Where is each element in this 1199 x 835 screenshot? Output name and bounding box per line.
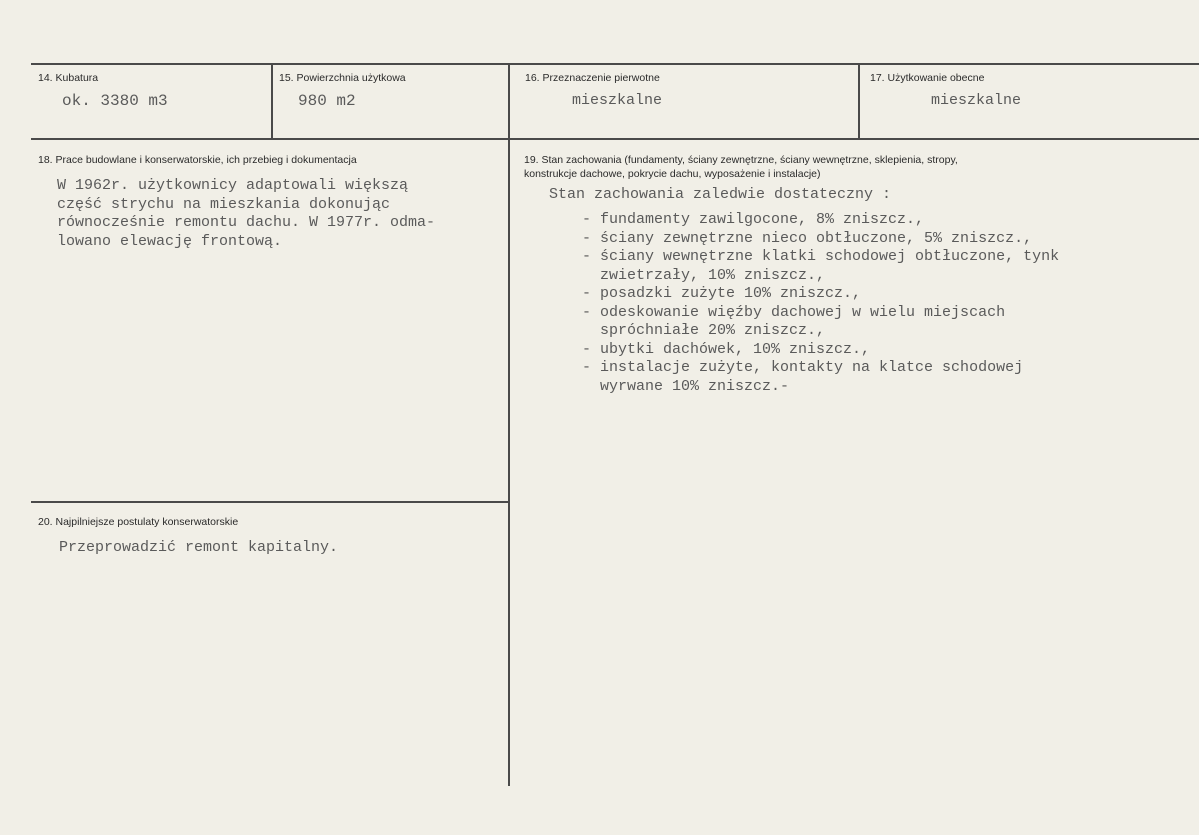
damage-item: - posadzki zużyte 10% zniszcz., <box>582 285 862 302</box>
field-19-label-line1: 19. Stan zachowania (fundamenty, ściany zewnętrzne, ściany wewnętrzne, sklepienia, stropy, <box>524 154 958 166</box>
damage-item: wyrwane 10% zniszcz.- <box>582 377 790 395</box>
field-18-line: część strychu na mieszkania dokonując <box>57 195 391 213</box>
field-14-value: ok. 3380 m3 <box>62 92 168 110</box>
field-16-label: 16. Przeznaczenie pierwotne <box>525 72 660 84</box>
damage-item: - ściany zewnętrzne nieco obtłuczone, 5% zniszcz., <box>582 229 1033 247</box>
damage-item: zwietrzały, 10% zniszcz., <box>582 266 826 284</box>
divider-14-15 <box>271 64 273 139</box>
divider-16-17 <box>858 64 860 139</box>
top-rule <box>31 63 1199 65</box>
field-18-line: W 1962r. użytkownicy adaptowali większą <box>57 177 409 194</box>
damage-item: spróchniałe 20% zniszcz., <box>582 322 826 339</box>
field-18-text <box>57 177 435 251</box>
damage-item: - fundamenty zawilgocone, 8% zniszcz., <box>582 211 925 228</box>
field-19-damage-list <box>582 211 1059 396</box>
damage-item: - ściany wewnętrzne klatki schodowej obtłuczone, tynk <box>582 248 1060 265</box>
field-19-intro: Stan zachowania zaledwie dostateczny : <box>549 186 892 203</box>
field-15-label: 15. Powierzchnia użytkowa <box>279 72 406 84</box>
damage-item: - instalacje zużyte, kontakty na klatce schodowej <box>582 359 1024 376</box>
field-15-value: 980 m2 <box>298 92 356 110</box>
field-17-label: 17. Użytkowanie obecne <box>870 72 985 84</box>
field-18-line: równocześnie remontu dachu. W 1977r. odma- <box>57 214 436 231</box>
field-18-line: lowano elewację frontową. <box>57 232 283 250</box>
field-18-label: 18. Prace budowlane i konserwatorskie, ich przebieg i dokumentacja <box>38 154 357 166</box>
field-14-label: 14. Kubatura <box>38 72 99 84</box>
field-20-value: Przeprowadzić remont kapitalny. <box>59 539 339 556</box>
divider-15-16 <box>508 64 510 786</box>
field-17-value: mieszkalne <box>931 92 1022 109</box>
row1-bottom-rule <box>31 138 1199 140</box>
section20-top-rule <box>31 501 509 503</box>
field-16-value: mieszkalne <box>572 92 663 109</box>
damage-item: - odeskowanie więźby dachowej w wielu miejscach <box>582 303 1006 321</box>
field-19-label-line2: konstrukcje dachowe, pokrycie dachu, wyposażenie i instalacje) <box>524 168 821 180</box>
field-20-label: 20. Najpilniejsze postulaty konserwatorskie <box>38 516 239 528</box>
damage-item: - ubytki dachówek, 10% zniszcz., <box>582 340 871 358</box>
